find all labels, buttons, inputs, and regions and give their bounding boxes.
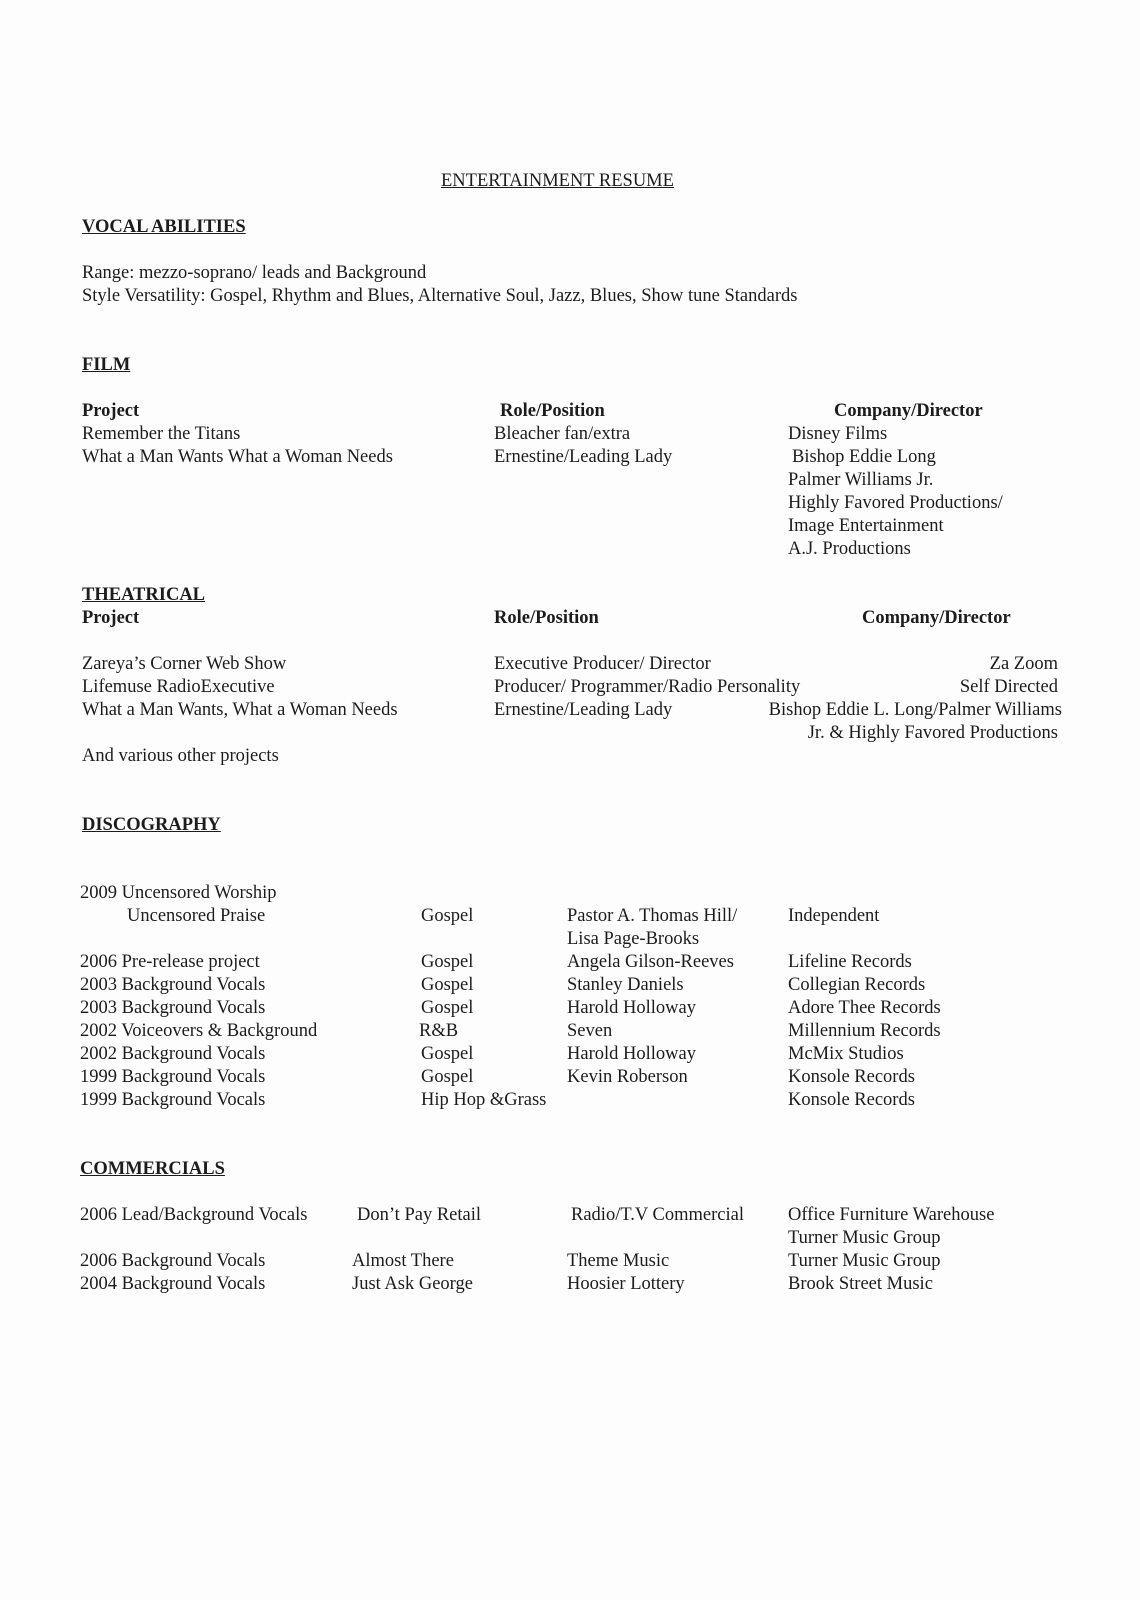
disco-title: 2003 Background Vocals xyxy=(80,998,266,1018)
theatrical-company-cont: Jr. & Highly Favored Productions xyxy=(807,723,1058,743)
disco-genre: Gospel xyxy=(421,952,474,972)
theatrical-role: Executive Producer/ Director xyxy=(494,654,711,674)
film-role: Bleacher fan/extra xyxy=(494,424,631,444)
film-company: Bishop Eddie Long xyxy=(792,447,936,467)
commercial-title: 2006 Background Vocals xyxy=(80,1251,266,1271)
theatrical-project: Lifemuse RadioExecutive xyxy=(82,677,275,697)
disco-artist: Pastor A. Thomas Hill/ xyxy=(567,906,738,926)
disco-genre: Gospel xyxy=(421,975,474,995)
commercial-type: Hoosier Lottery xyxy=(567,1274,685,1294)
disco-label: McMix Studios xyxy=(788,1044,904,1064)
disco-artist: Kevin Roberson xyxy=(567,1067,688,1087)
disco-title: Uncensored Praise xyxy=(127,906,266,926)
theatrical-company: Self Directed xyxy=(959,677,1058,697)
disco-genre: Gospel xyxy=(421,1067,474,1087)
vocal-range: Range: mezzo-soprano/ leads and Background xyxy=(82,263,427,283)
disco-title: 1999 Background Vocals xyxy=(80,1067,266,1087)
disco-title: 2006 Pre-release project xyxy=(80,952,260,972)
disco-album-title: 2009 Uncensored Worship xyxy=(80,883,277,903)
theatrical-project: What a Man Wants, What a Woman Needs xyxy=(82,700,398,720)
film-company-cont: Palmer Williams Jr. xyxy=(788,470,934,490)
disco-artist: Harold Holloway xyxy=(567,1044,696,1064)
disco-artist: Seven xyxy=(567,1021,613,1041)
theatrical-project: Zareya’s Corner Web Show xyxy=(82,654,287,674)
disco-title: 1999 Background Vocals xyxy=(80,1090,266,1110)
film-project: Remember the Titans xyxy=(82,424,241,444)
film-col-role: Role/Position xyxy=(500,401,605,421)
film-company-cont: Highly Favored Productions/ xyxy=(788,493,1003,513)
disco-label: Collegian Records xyxy=(788,975,926,995)
film-col-project: Project xyxy=(82,401,140,421)
disco-artist: Harold Holloway xyxy=(567,998,696,1018)
theatrical-role: Ernestine/Leading Lady xyxy=(494,700,673,720)
commercial-spot: Just Ask George xyxy=(352,1274,473,1294)
disco-label: Lifeline Records xyxy=(788,952,912,972)
disco-genre: R&B xyxy=(419,1021,459,1041)
disco-label: Konsole Records xyxy=(788,1067,915,1087)
commercial-client: Turner Music Group xyxy=(788,1228,941,1248)
theatrical-company: Za Zoom xyxy=(989,654,1058,674)
disco-title: 2003 Background Vocals xyxy=(80,975,266,995)
page-title: ENTERTAINMENT RESUME xyxy=(441,171,674,191)
disco-label: Millennium Records xyxy=(788,1021,941,1041)
theatrical-role: Producer/ Programmer/Radio Personality xyxy=(494,677,801,697)
theatrical-note: And various other projects xyxy=(82,746,279,766)
commercial-spot: Don’t Pay Retail xyxy=(357,1205,482,1225)
theatrical-col-project: Project xyxy=(82,608,140,628)
theatrical-col-role: Role/Position xyxy=(494,608,599,628)
theatrical-col-company: Company/Director xyxy=(862,608,1011,628)
film-col-company: Company/Director xyxy=(834,401,983,421)
theatrical-heading: THEATRICAL xyxy=(82,585,206,605)
film-project: What a Man Wants What a Woman Needs xyxy=(82,447,393,467)
vocal-abilities-heading: VOCAL ABILITIES xyxy=(82,217,246,237)
commercials-heading: COMMERCIALS xyxy=(80,1159,225,1179)
film-company-cont: A.J. Productions xyxy=(788,539,911,559)
disco-genre: Gospel xyxy=(421,998,474,1018)
disco-genre: Hip Hop &Grass xyxy=(421,1090,547,1110)
commercial-type: Radio/T.V Commercial xyxy=(571,1205,744,1225)
commercial-type: Theme Music xyxy=(567,1251,670,1271)
film-heading: FILM xyxy=(82,355,131,375)
commercial-client: Turner Music Group xyxy=(788,1251,941,1271)
film-company: Disney Films xyxy=(788,424,888,444)
commercial-title: 2006 Lead/Background Vocals xyxy=(80,1205,308,1225)
commercial-spot: Almost There xyxy=(352,1251,454,1271)
disco-label: Adore Thee Records xyxy=(788,998,941,1018)
disco-artist: Angela Gilson-Reeves xyxy=(567,952,734,972)
disco-label: Konsole Records xyxy=(788,1090,915,1110)
discography-heading: DISCOGRAPHY xyxy=(82,815,221,835)
vocal-style: Style Versatility: Gospel, Rhythm and Blues, Alternative Soul, Jazz, Blues, Show tune Standards xyxy=(82,286,798,306)
disco-title: 2002 Voiceovers & Background xyxy=(80,1021,318,1041)
disco-genre: Gospel xyxy=(421,1044,474,1064)
commercial-client: Brook Street Music xyxy=(788,1274,933,1294)
disco-artist: Stanley Daniels xyxy=(567,975,684,995)
disco-artist: Lisa Page-Brooks xyxy=(567,929,700,949)
commercial-title: 2004 Background Vocals xyxy=(80,1274,266,1294)
film-role: Ernestine/Leading Lady xyxy=(494,447,673,467)
film-company-cont: Image Entertainment xyxy=(788,516,944,536)
disco-label: Independent xyxy=(788,906,880,926)
disco-genre: Gospel xyxy=(421,906,474,926)
disco-title: 2002 Background Vocals xyxy=(80,1044,266,1064)
theatrical-company: Bishop Eddie L. Long/Palmer Williams xyxy=(768,700,1062,720)
commercial-client: Office Furniture Warehouse xyxy=(788,1205,995,1225)
